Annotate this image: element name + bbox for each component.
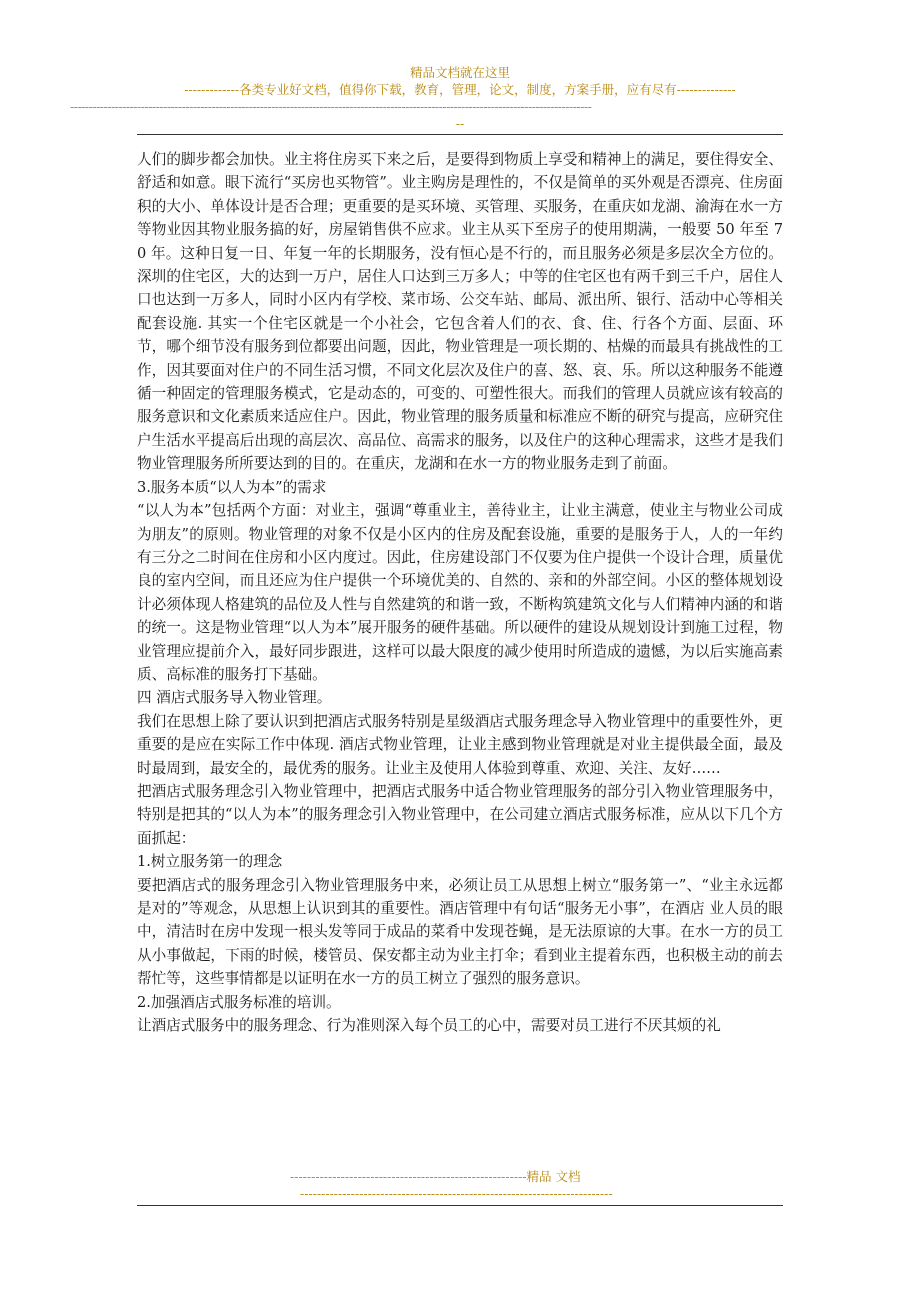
header-dashes-tail: -- [455,116,465,131]
section-heading: 3.服务本质“以人为本”的需求 [137,478,327,496]
paragraph: 让酒店式服务中的服务理念、行为准则深入每个员工的心中，需要对员工进行不厌其烦的礼 [137,1017,721,1035]
document-body [137,148,783,1037]
section-heading: 1.树立服务第一的理念 [137,853,283,871]
header-title: 精品文档就在这里 [409,65,510,80]
header-tagline: -------------各类专业好文档，值得你下载，教育，管理，论文，制度，方案手册，应有尽有-------------- [184,82,736,97]
section-heading: 四 酒店式服务导入物业管理。 [137,689,332,707]
header-rule [137,134,783,135]
section-heading: 2.加强酒店式服务标准的培训。 [137,993,341,1011]
page-header [0,64,920,132]
paragraph: 人们的脚步都会加快。业主将住房买下来之后，是要得到物质上享受和精神上的满足，要住得安全、舒适和如意。眼下流行“买房也买物管”。业主购房是理性的，不仅是简单的买外观是否漂亮、住房面积的大小、单体设计是否合理；更重要的是买环境、买管理、买服务，在重庆如龙湖、渝海在水一方等物业因其物业服务搞的好，房屋销售供不应求。业主从买下至房子的使用期满，一般要 50 年至 70 年。这种日复一日、年复一年的长期服务，没有恒心是不行的，而且服务必须是多层次全方位的。深圳的住宅区，大的达到一万户，居住人口达到三万多人；中等的住宅区也有两千到三千户，居住人口也达到一万多人，同时小区内有学校、菜市场、公交车站、邮局、派出所、银行、活动中心等相关配套设施. 其实一个住宅区就是一个小社会，它包含着人们的衣、食、住、行各个方面、层面、环节，哪个细节没有服务到位都要出问题，因此，物业管理是一项长期的、枯燥的而最具有挑战性的工作，因其要面对住户的不同生活习惯，不同文化层次及住户的喜、怒、哀、乐。所以这种服务不能遵循一种固定的管理服务模式，它是动态的，可变的、可塑性很大。而我们的管理人员就应该有较高的服务意识和文化素质来适应住户。因此，物业管理的服务质量和标准应不断的研究与提高，应研究住户生活水平提高后出现的高层次、高品位、高需求的服务，以及住户的这种心理需求，这些才是我们物业管理服务所所要达到的目的。在重庆，龙湖和在水一方的物业服务走到了前面。 [137,151,783,473]
page-footer [0,1168,920,1202]
paragraph: 我们在思想上除了要认识到把酒店式服务特别是星级酒店式服务理念导入物业管理中的重要性外，更重要的是应在实际工作中体现. 酒店式物业管理，让业主感到物业管理就是对业主提供最全面，最及时最周到，最安全的，最优秀的服务。让业主及使用人体验到尊重、欢迎、关注、友好…… [137,712,783,777]
paragraph: 把酒店式服务理念引入物业管理中，把酒店式服务中适合物业管理服务的部分引入物业管理服务中，特别是把其的“以人为本”的服务理念引入物业管理中，在公司建立酒店式服务标准，应从以下几个方面抓起： [137,782,783,847]
footer-label: --------------------------------------------------------精品 文档 [290,1169,581,1184]
header-dashes: -------------------------------------------------------------------------------------------------------------------------------------------- [70,99,592,114]
paragraph: 要把酒店式的服务理念引入物业管理服务中来，必须让员工从思想上树立“服务第一”、“业主永远都是对的”等观念，从思想上认识到其的重要性。酒店管理中有句话“服务无小事”，在酒店 业人员的眼中，清洁时在房中发现一根头发等同于成品的菜肴中发现苍蝇，是无法原谅的大事。在水一方的员工从小事做起，下雨的时候，楼管员、保安都主动为业主打伞；看到业主提着东西，也积极主动的前去帮忙等，这些事情都是以证明在水一方的员工树立了强烈的服务意识。 [137,876,783,988]
footer-rule [137,1205,783,1206]
paragraph: “以人为本”包括两个方面：对业主，强调“尊重业主，善待业主，让业主满意，使业主与物业公司成为朋友”的原则。物业管理的对象不仅是小区内的住房及配套设施，重要的是服务于人，人的一年约有三分之二时间在住房和小区内度过。因此，住房建设部门不仅要为住户提供一个设计合理，质量优良的室内空间，而且还应为住户提供一个环境优美的、自然的、亲和的外部空间。小区的整体规划设计必须体现人格建筑的品位及人性与自然建筑的和谐一致，不断构筑建筑文化与人们精神内涵的和谐的统一。这是物业管理“以人为本”展开服务的硬件基础。所以硬件的建设从规划设计到施工过程，物业管理应提前介入，最好同步跟进，这样可以最大限度的减少使用时所造成的遗憾，为以后实施高素质、高标准的服务打下基础。 [137,502,783,683]
footer-dashes: -------------------------------------------------------------------------- [300,1186,613,1201]
